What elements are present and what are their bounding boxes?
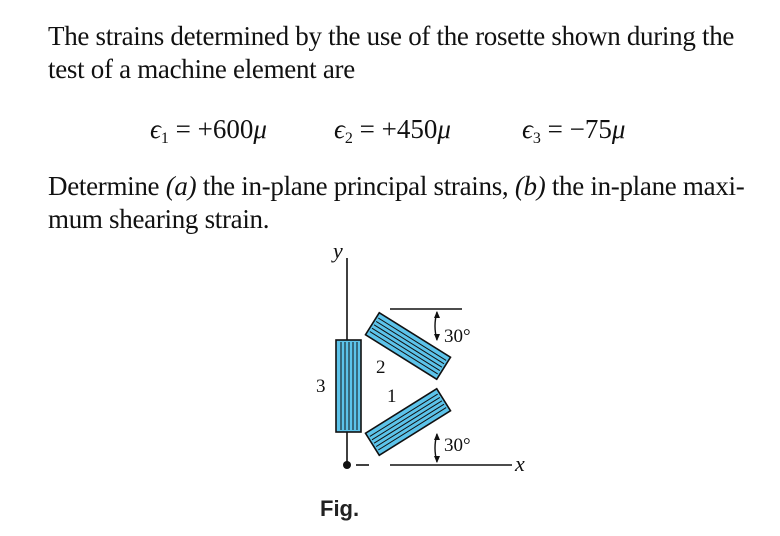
x-axis-label: x [515,451,525,476]
part-a-label: (a) [165,171,197,201]
question-lead: Determine [48,171,166,201]
strain-unit: μ [611,114,626,144]
gage-label-1: 1 [387,386,397,407]
problem-statement: The strains determined by the use of the rosette shown during the test of a machine element are [48,21,735,84]
strain-value: +450 [381,114,438,144]
strain-unit: μ [253,114,267,144]
angle-arc-bottom [434,433,440,463]
gage-label-2: 2 [376,357,386,378]
part-a-text: the in-plane principal strains, [196,171,515,201]
strain-relation: = [168,114,198,144]
part-b-label: (b) [514,171,546,201]
strain-value: −75 [569,114,612,144]
strain-relation: = [540,114,570,144]
angle-label-bottom: 30° [444,435,471,456]
gage-3 [336,340,361,432]
gage-label-3: 3 [316,376,326,397]
strain-unit: μ [437,114,451,144]
angle-label-top: 30° [444,326,471,347]
strain-relation: = [352,114,382,144]
part-b-text: the in-plane maxi- mum shearing strain. [48,171,745,234]
strain-subscript: 1 [160,130,169,147]
gage-1 [365,389,450,456]
angle-arc-top [434,311,440,341]
strain-symbol: ϵ [522,114,533,144]
y-axis-label: y [333,238,343,263]
figure-caption: Fig. [320,496,360,521]
strain-symbol: ϵ [150,114,161,144]
strain-value: +600 [197,114,254,144]
strain-symbol: ϵ [334,114,345,144]
strain-subscript: 3 [532,130,541,147]
strain-subscript: 2 [344,130,353,147]
origin-dot [343,461,351,469]
